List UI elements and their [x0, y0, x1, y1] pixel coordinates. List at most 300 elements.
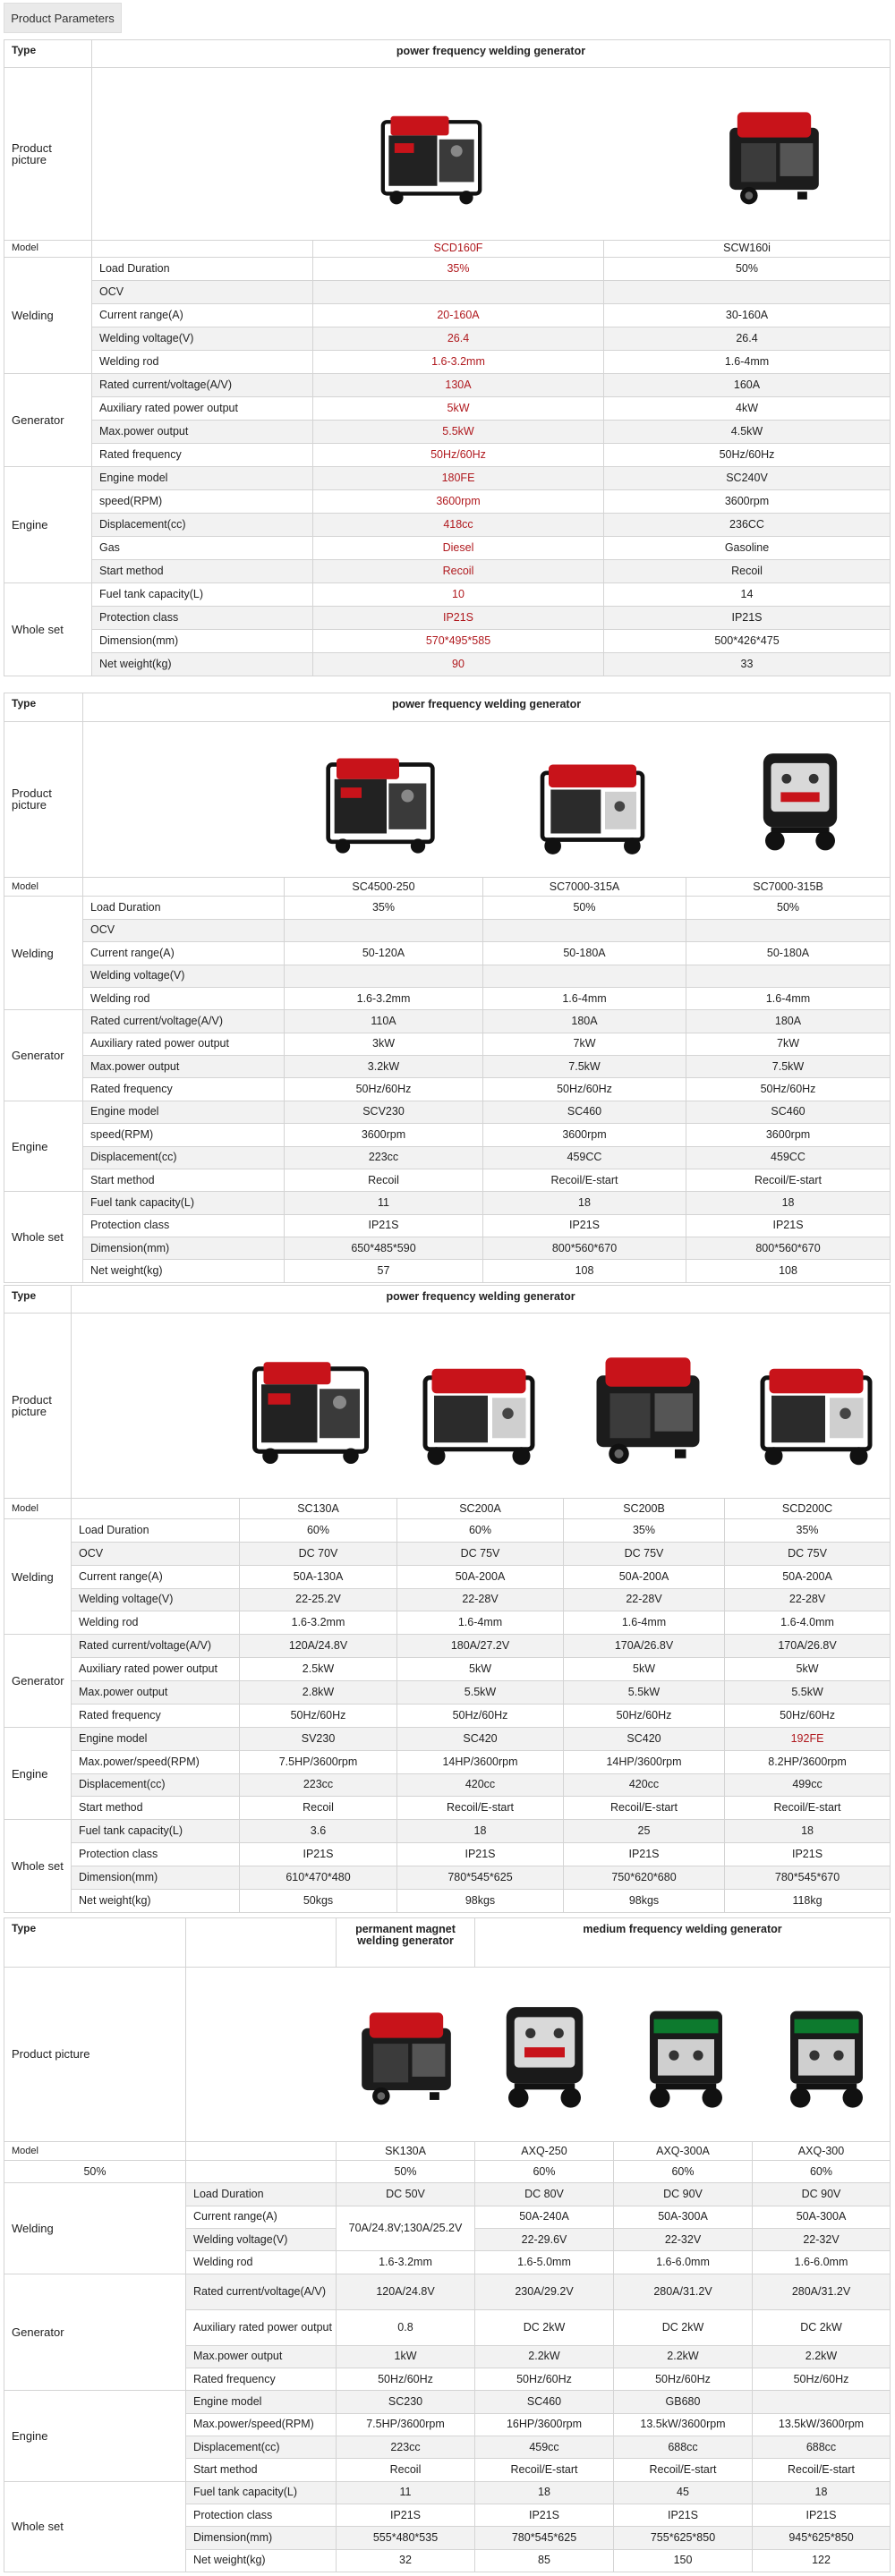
spec-value: 22-32V: [614, 2229, 753, 2251]
spec-value: 22-32V: [753, 2229, 891, 2251]
spec-value: 7kW: [483, 1033, 686, 1055]
spec-value: IP21S: [483, 1214, 686, 1237]
spec-value: 50A-200A: [564, 1565, 725, 1588]
spec-value: 1.6-3.2mm: [285, 987, 483, 1009]
spec-row: [4, 1146, 891, 1169]
spec-label: Load Duration: [72, 1518, 240, 1542]
product-image-sk130a: [348, 1996, 465, 2113]
spec-value: 50Hz/60Hz: [483, 1078, 686, 1101]
spec-rows-t4: [4, 2161, 891, 2572]
spec-row: [4, 606, 891, 629]
spec-label: Auxiliary rated power output: [83, 1033, 285, 1055]
spec-row: [4, 489, 891, 513]
spec-value: 223cc: [240, 1773, 397, 1797]
spec-value: 98kgs: [564, 1889, 725, 1912]
spec-row: [4, 1101, 891, 1123]
spec-row: [4, 1542, 891, 1565]
spec-row: [4, 536, 891, 559]
spec-value: 750*620*680: [564, 1866, 725, 1890]
spec-value: 14HP/3600rpm: [564, 1750, 725, 1773]
spec-value: 1.6-4mm: [483, 987, 686, 1009]
spec-value: 60%: [753, 2161, 891, 2183]
spec-value: 1.6-4.0mm: [725, 1611, 891, 1635]
product-picture-label: Product picture: [4, 68, 92, 241]
spec-value: 85: [475, 2549, 614, 2572]
spec-value: 5.5kW: [725, 1681, 891, 1705]
spec-value: 50Hz/60Hz: [564, 1704, 725, 1727]
spec-value: DC 2kW: [753, 2309, 891, 2345]
spec-label: Max.power output: [186, 2345, 337, 2368]
spec-label: Engine model: [83, 1101, 285, 1123]
spec-row: [4, 987, 891, 1009]
spec-value: 50kgs: [240, 1889, 397, 1912]
spec-row: [4, 652, 891, 676]
spec-value: 10: [313, 582, 604, 606]
model-label: Model: [4, 1499, 72, 1519]
spec-value: IP21S: [285, 1214, 483, 1237]
spec-rows: [4, 257, 891, 676]
group-label: Engine: [4, 2391, 186, 2481]
spec-value: 170A/26.8V: [725, 1635, 891, 1658]
spec-value: 3600rpm: [686, 1124, 891, 1146]
spec-value: 555*480*535: [337, 2527, 475, 2549]
spec-value: 11: [337, 2481, 475, 2504]
spec-value: 50A-300A: [614, 2206, 753, 2228]
spec-value: 1.6-3.2mm: [240, 1611, 397, 1635]
spec-label: Auxiliary rated power output: [92, 396, 313, 420]
spec-value: DC 2kW: [614, 2309, 753, 2345]
spec-table-1: [4, 39, 891, 676]
spec-value: 780*545*625: [475, 2527, 614, 2549]
spec-label: Welding voltage(V): [92, 327, 313, 350]
spec-value: 35%: [285, 897, 483, 919]
spec-value: 3.6: [240, 1820, 397, 1843]
spec-row: [4, 373, 891, 396]
spec-row: [4, 1704, 891, 1727]
spec-value: 160A: [604, 373, 891, 396]
spec-label: Welding rod: [83, 987, 285, 1009]
spec-value: 50Hz/60Hz: [753, 2368, 891, 2391]
spec-label: Net weight(kg): [186, 2549, 337, 2572]
spec-value: 3600rpm: [483, 1124, 686, 1146]
spec-value: 50%: [483, 897, 686, 919]
spec-value: Recoil/E-start: [614, 2459, 753, 2481]
spec-label: Max.power output: [92, 420, 313, 443]
spec-label: Engine model: [92, 466, 313, 489]
spec-label: Net weight(kg): [83, 1260, 285, 1283]
spec-value: 13.5kW/3600rpm: [753, 2413, 891, 2436]
spec-value: SC240V: [604, 466, 891, 489]
spec-table-2: [4, 693, 891, 1283]
spec-value: 2.2kW: [753, 2345, 891, 2368]
spec-value: 13.5kW/3600rpm: [614, 2413, 753, 2436]
group-label: Whole set: [4, 2481, 186, 2572]
spec-label: Fuel tank capacity(L): [186, 2481, 337, 2504]
model-name: SK130A: [337, 2141, 475, 2160]
spec-label: OCV: [92, 280, 313, 303]
spec-value: [285, 965, 483, 987]
spec-spacer: [186, 2161, 337, 2183]
spec-value: IP21S: [686, 1214, 891, 1237]
spec-value: 420cc: [564, 1773, 725, 1797]
spec-value: IP21S: [564, 1843, 725, 1866]
spec-row: [4, 1033, 891, 1055]
type-spacer: [186, 1918, 337, 1968]
product-picture-label: Product picture: [4, 1314, 72, 1499]
type-label: Type: [4, 693, 83, 722]
spec-value: 8.2HP/3600rpm: [725, 1750, 891, 1773]
spec-value: Recoil: [240, 1797, 397, 1820]
spec-value: 32: [337, 2549, 475, 2572]
spec-value: IP21S: [753, 2504, 891, 2526]
spec-label: Protection class: [72, 1843, 240, 1866]
spec-label: Rated frequency: [186, 2368, 337, 2391]
spec-row: [4, 1820, 891, 1843]
spec-row: [4, 965, 891, 987]
spec-row: [4, 443, 891, 466]
product-image-sc130a: [243, 1343, 378, 1468]
spec-value: 22-28V: [725, 1588, 891, 1611]
spec-value: IP21S: [313, 606, 604, 629]
spec-label: Welding rod: [72, 1611, 240, 1635]
group-label: Engine: [4, 466, 92, 582]
spec-value: 60%: [240, 1518, 397, 1542]
spec-value: Gasoline: [604, 536, 891, 559]
group-label: Engine: [4, 1101, 83, 1192]
spec-value: 180FE: [313, 466, 604, 489]
spec-value: IP21S: [604, 606, 891, 629]
product-image-scd200c: [749, 1343, 883, 1468]
spec-value: 120A/24.8V: [337, 2274, 475, 2309]
spec-label: Max.power/speed(RPM): [186, 2413, 337, 2436]
group-label: Generator: [4, 1635, 72, 1728]
spec-value: 22-29.6V: [475, 2229, 614, 2251]
type-heading: power frequency welding generator: [92, 40, 891, 68]
product-pictures: [186, 1967, 891, 2141]
spec-value: 570*495*585: [313, 629, 604, 652]
spec-label: Max.power output: [72, 1681, 240, 1705]
product-picture-label: Product picture: [4, 721, 83, 878]
spec-value: [686, 919, 891, 941]
spec-value: GB680: [614, 2391, 753, 2413]
spec-label: Rated frequency: [72, 1704, 240, 1727]
spec-label: Rated frequency: [92, 443, 313, 466]
spec-row: [4, 466, 891, 489]
spec-value: 800*560*670: [686, 1237, 891, 1260]
spec-value: Recoil/E-start: [397, 1797, 564, 1820]
spec-label: Current range(A): [92, 303, 313, 327]
spec-label: Rated current/voltage(A/V): [83, 1010, 285, 1033]
spec-row: [4, 396, 891, 420]
spec-label: Start method: [83, 1169, 285, 1191]
spec-value: 50%: [604, 257, 891, 280]
spec-value: 7.5HP/3600rpm: [337, 2413, 475, 2436]
spec-value: SC420: [564, 1727, 725, 1750]
product-image-sc7000-315b: [742, 741, 858, 857]
spec-value: 50Hz/60Hz: [337, 2368, 475, 2391]
spec-label: Dimension(mm): [83, 1237, 285, 1260]
spec-value: 1.6-3.2mm: [337, 2251, 475, 2274]
spec-label: Welding rod: [186, 2251, 337, 2274]
spec-label: Welding voltage(V): [83, 965, 285, 987]
spec-row: [4, 1681, 891, 1705]
spec-row: [4, 1588, 891, 1611]
spec-row: [4, 303, 891, 327]
spec-value: DC 75V: [397, 1542, 564, 1565]
spec-value: SC460: [483, 1101, 686, 1123]
spec-label: Fuel tank capacity(L): [72, 1820, 240, 1843]
spec-value: IP21S: [475, 2504, 614, 2526]
product-image-sc4500-250: [318, 741, 443, 857]
spec-label: Rated current/voltage(A/V): [72, 1635, 240, 1658]
spec-value: 280A/31.2V: [753, 2274, 891, 2309]
spec-label: Auxiliary rated power output: [72, 1658, 240, 1681]
spec-label: Load Duration: [83, 897, 285, 919]
spec-value: Recoil/E-start: [753, 2459, 891, 2481]
spec-value: [483, 965, 686, 987]
model-name: SCD160F: [313, 240, 604, 257]
spec-row: [4, 559, 891, 582]
spec-rows: [4, 897, 891, 1283]
spec-value: 459CC: [686, 1146, 891, 1169]
spec-row: [4, 1866, 891, 1890]
spec-row: [4, 1124, 891, 1146]
product-image-axq-300: [766, 1996, 887, 2113]
spec-value: 50Hz/60Hz: [604, 443, 891, 466]
model-name: AXQ-300: [753, 2141, 891, 2160]
spec-value: 26.4: [313, 327, 604, 350]
spec-label: Dimension(mm): [186, 2527, 337, 2549]
tab-product-parameters[interactable]: Product Parameters: [4, 3, 122, 33]
model-name: AXQ-300A: [614, 2141, 753, 2160]
spec-value: Recoil: [604, 559, 891, 582]
spec-label: Rated frequency: [83, 1078, 285, 1101]
spec-value: 1.6-4mm: [397, 1611, 564, 1635]
spec-value: 1.6-6.0mm: [614, 2251, 753, 2274]
spec-row: [4, 2183, 891, 2206]
model-label: Model: [4, 878, 83, 897]
product-pictures: [92, 68, 891, 241]
spec-value: SC230: [337, 2391, 475, 2413]
spec-value: 3.2kW: [285, 1056, 483, 1078]
spec-value: 35%: [313, 257, 604, 280]
spec-label: Net weight(kg): [72, 1889, 240, 1912]
model-name: SC7000-315A: [483, 878, 686, 897]
spec-row: [4, 1078, 891, 1101]
spec-rows: [4, 1518, 891, 1912]
spec-table-4: [4, 1917, 891, 2572]
spec-value: DC 50V: [337, 2183, 475, 2206]
spec-value: [285, 919, 483, 941]
spec-row: [4, 1635, 891, 1658]
spec-label: Max.power/speed(RPM): [72, 1750, 240, 1773]
spec-value: 780*545*670: [725, 1866, 891, 1890]
spec-value: 50Hz/60Hz: [686, 1078, 891, 1101]
spec-label: Welding voltage(V): [72, 1588, 240, 1611]
spec-value: 5.5kW: [397, 1681, 564, 1705]
type-heading-medium: medium frequency welding generator: [475, 1918, 891, 1968]
spec-row: [4, 2481, 891, 2504]
spec-value: IP21S: [337, 2504, 475, 2526]
spec-value: 2.2kW: [475, 2345, 614, 2368]
model-name: SC200B: [564, 1499, 725, 1519]
spec-value: SV230: [240, 1727, 397, 1750]
spec-value: 459cc: [475, 2436, 614, 2459]
spec-value: 50A-240A: [475, 2206, 614, 2228]
spec-value: 7.5kW: [686, 1056, 891, 1078]
spec-row: [4, 1565, 891, 1588]
spec-value: [753, 2391, 891, 2413]
spec-value: 50Hz/60Hz: [475, 2368, 614, 2391]
spec-value: Recoil: [313, 559, 604, 582]
product-image-sc7000-315a: [530, 741, 655, 857]
spec-value-merged: 70A/24.8V;130A/25.2V: [337, 2206, 475, 2251]
spec-value: 7.5HP/3600rpm: [240, 1750, 397, 1773]
spec-value: 50-120A: [285, 942, 483, 965]
spec-value: DC 80V: [475, 2183, 614, 2206]
type-heading: power frequency welding generator: [83, 693, 891, 722]
spec-row: [4, 1214, 891, 1237]
spec-value: IP21S: [397, 1843, 564, 1866]
spec-value: 223cc: [337, 2436, 475, 2459]
spec-value: 1.6-4mm: [604, 350, 891, 373]
product-picture-label: Product picture: [4, 1967, 186, 2141]
spec-value: DC 90V: [753, 2183, 891, 2206]
spec-label: Dimension(mm): [72, 1866, 240, 1890]
spec-value: DC 2kW: [475, 2309, 614, 2345]
spec-value: 130A: [313, 373, 604, 396]
type-label: Type: [4, 1918, 186, 1968]
spec-row: [4, 1727, 891, 1750]
spec-value: 945*625*850: [753, 2527, 891, 2549]
spec-value: 57: [285, 1260, 483, 1283]
spec-value: 230A/29.2V: [475, 2274, 614, 2309]
spec-value: 688cc: [753, 2436, 891, 2459]
product-image-axq-300a: [626, 1996, 746, 2113]
spec-row: [4, 420, 891, 443]
spec-value: 50A-300A: [753, 2206, 891, 2228]
spec-table-3: [4, 1285, 891, 1913]
spec-value: 60%: [397, 1518, 564, 1542]
model-name: SC130A: [240, 1499, 397, 1519]
spec-label: Net weight(kg): [92, 652, 313, 676]
spec-value: 50Hz/60Hz: [725, 1704, 891, 1727]
spec-label: Rated current/voltage(A/V): [186, 2274, 337, 2309]
spec-row: [4, 1773, 891, 1797]
spec-label: Rated current/voltage(A/V): [92, 373, 313, 396]
spec-value: 170A/26.8V: [564, 1635, 725, 1658]
model-spacer: [72, 1499, 240, 1519]
model-spacer: [186, 2141, 337, 2160]
group-label: Whole set: [4, 1820, 72, 1913]
spec-value: 192FE: [725, 1727, 891, 1750]
spec-value: 50Hz/60Hz: [397, 1704, 564, 1727]
spec-value: 1.6-4mm: [564, 1611, 725, 1635]
spec-row: [4, 1750, 891, 1773]
spec-label: Displacement(cc): [186, 2436, 337, 2459]
spec-row: [4, 919, 891, 941]
spec-row: [4, 2274, 891, 2309]
spec-label: Protection class: [186, 2504, 337, 2526]
group-label: Generator: [4, 2274, 186, 2391]
spec-value: 90: [313, 652, 604, 676]
spec-value: SC460: [475, 2391, 614, 2413]
product-pictures: [72, 1314, 891, 1499]
spec-row: [4, 1889, 891, 1912]
spec-value: 50A-200A: [725, 1565, 891, 1588]
spec-row: [4, 1169, 891, 1191]
spec-value: 50Hz/60Hz: [285, 1078, 483, 1101]
spec-row: [4, 1237, 891, 1260]
model-name: AXQ-250: [475, 2141, 614, 2160]
spec-row: [4, 1797, 891, 1820]
spec-value: 1.6-5.0mm: [475, 2251, 614, 2274]
spec-value: Diesel: [313, 536, 604, 559]
spec-row: [4, 1192, 891, 1214]
spec-value: Recoil/E-start: [725, 1797, 891, 1820]
spec-value: 5.5kW: [313, 420, 604, 443]
spec-value: 50%: [337, 2161, 475, 2183]
group-label: Engine: [4, 1727, 72, 1820]
group-label: Generator: [4, 373, 92, 466]
spec-value: [483, 919, 686, 941]
spec-value: 2.2kW: [614, 2345, 753, 2368]
spec-value: 7kW: [686, 1033, 891, 1055]
spec-value: DC 70V: [240, 1542, 397, 1565]
spec-value: 3600rpm: [604, 489, 891, 513]
spec-value: 800*560*670: [483, 1237, 686, 1260]
spec-value: 5kW: [397, 1658, 564, 1681]
spec-row: [4, 629, 891, 652]
spec-value: 60%: [475, 2161, 614, 2183]
spec-value: 22-25.2V: [240, 1588, 397, 1611]
spec-row: [4, 1056, 891, 1078]
spec-label: Displacement(cc): [92, 513, 313, 536]
spec-row: [4, 1658, 891, 1681]
spec-value: 610*470*480: [240, 1866, 397, 1890]
product-image-scd160f: [373, 100, 490, 208]
spec-value: 50Hz/60Hz: [313, 443, 604, 466]
spec-row: [4, 350, 891, 373]
spec-value: 35%: [725, 1518, 891, 1542]
spec-value: 25: [564, 1820, 725, 1843]
spec-value: 122: [753, 2549, 891, 2572]
spec-value: 18: [483, 1192, 686, 1214]
spec-value: Recoil/E-start: [483, 1169, 686, 1191]
spec-row: [4, 1843, 891, 1866]
spec-value: 16HP/3600rpm: [475, 2413, 614, 2436]
spec-value: 2.5kW: [240, 1658, 397, 1681]
type-label: Type: [4, 1286, 72, 1314]
spec-value: 180A: [686, 1010, 891, 1033]
product-pictures: [83, 721, 891, 878]
spec-value: 18: [475, 2481, 614, 2504]
spec-row: [4, 513, 891, 536]
spec-value: 50Hz/60Hz: [614, 2368, 753, 2391]
spec-value: 50Hz/60Hz: [240, 1704, 397, 1727]
spec-label: Load Duration: [186, 2183, 337, 2206]
spec-value: [686, 965, 891, 987]
spec-value: DC 75V: [564, 1542, 725, 1565]
spec-value: 14HP/3600rpm: [397, 1750, 564, 1773]
spec-value: Recoil: [285, 1169, 483, 1191]
group-label: Welding: [4, 257, 92, 373]
spec-label: Auxiliary rated power output: [186, 2309, 337, 2345]
spec-value: 18: [397, 1820, 564, 1843]
spec-value: 280A/31.2V: [614, 2274, 753, 2309]
spec-value: 98kgs: [397, 1889, 564, 1912]
spec-value: 20-160A: [313, 303, 604, 327]
